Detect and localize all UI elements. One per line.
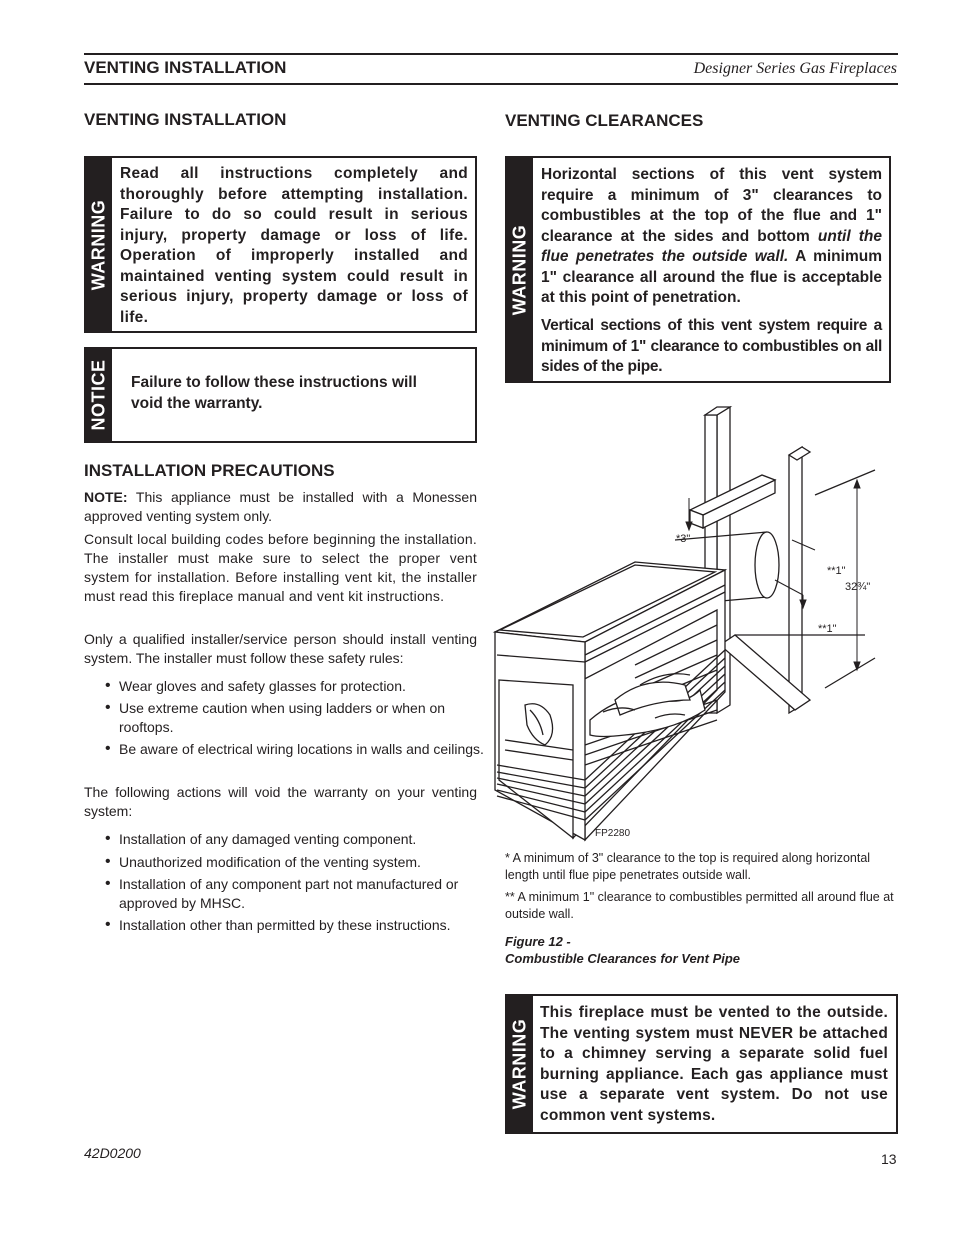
page-number: 13 xyxy=(881,1151,897,1167)
rule-item: • Use extreme caution when using ladders or when on rooftops. xyxy=(103,699,493,737)
figure-caption-number: Figure 12 - xyxy=(505,934,571,949)
figure-caption-title: Combustible Clearances for Vent Pipe xyxy=(505,951,741,966)
warning-box-clearances xyxy=(505,156,891,383)
precautions-paragraph-1: Consult local building codes before beginning the installation. The installer must make sure to select the proper vent system for installation. Before installing vent kit, the installer must read this fireplace manual and vent kit instructions. xyxy=(84,531,477,604)
warning-chimney-text: This fireplace must be vented to the outside. The venting system must NEVER be attached to a chimney serving a separate solid fuel burning appliance. Each gas appliance must use a separate vent system. Do not use common vent systems. xyxy=(540,1004,888,1124)
note-text: This appliance must be installed with a Monessen approved venting system only. xyxy=(84,489,477,524)
rule-item: • Wear gloves and safety glasses for protection. xyxy=(103,677,493,696)
precautions-title: INSTALLATION PRECAUTIONS xyxy=(84,461,335,480)
warning-clearance-text: Horizontal sections of this vent system require a minimum of 3" clearances to combustibles at the top of the flue and 1" clearance at the sides and bottom until the flue penetrates the outside wall. A minimum 1" clearance all around the flue is acceptable at this point of penetration. xyxy=(541,166,882,306)
warning-text: Read all instructions completely and thoroughly before attempting installation. Failure to do so could result in serious injury, property damage or loss of life. Operation of improperly installed and maintained venting system could result in serious injury, property damage or loss of life. xyxy=(120,165,468,326)
void-action-item: • Installation other than permitted by these instructions. xyxy=(103,916,493,935)
label-1-inch-bottom: **1" xyxy=(818,623,837,635)
right-section-title: VENTING CLEARANCES xyxy=(505,111,704,130)
notice-tab: NOTICE xyxy=(86,349,112,441)
void-action-item: • Installation of any component part not manufactured or approved by MHSC. xyxy=(103,875,493,913)
figure-code: FP2280 xyxy=(595,828,631,839)
header-bottom-rule xyxy=(84,83,898,85)
label-dimension: 32¾" xyxy=(845,581,871,593)
warning-tab: WARNING xyxy=(86,158,112,331)
header-top-rule xyxy=(84,53,898,55)
note-label: NOTE: xyxy=(84,489,128,505)
precautions-paragraph-2: Only a qualified installer/service person should install venting system. The installer must follow these safety rules: xyxy=(84,631,477,666)
rule-item: • Be aware of electrical wiring locations in walls and ceilings. xyxy=(103,740,493,759)
footnote-2: ** A minimum 1" clearance to combustibles permitted all around flue at outside wall. xyxy=(505,890,894,921)
warning-vertical-text: Vertical sections of this vent system require a minimum of 1" clearance to combustibles on all sides of the pipe. xyxy=(541,317,882,375)
warning-tab: WARNING xyxy=(507,996,533,1132)
notice-box xyxy=(84,347,477,443)
warning-box-chimney xyxy=(505,994,898,1134)
notice-text: Failure to follow these instructions will void the warranty. xyxy=(131,374,417,412)
footnote-1: * A minimum of 3" clearance to the top is required along horizontal length until flue pipe penetrates outside wall. xyxy=(505,851,871,882)
left-section-title: VENTING INSTALLATION xyxy=(84,110,287,129)
document-number: 42D0200 xyxy=(84,1145,141,1161)
note-paragraph xyxy=(84,488,477,526)
warning-tab: WARNING xyxy=(507,158,533,381)
vent-clearance-figure xyxy=(485,400,895,845)
void-action-item: • Installation of any damaged venting component. xyxy=(103,830,493,849)
header-series-title: Designer Series Gas Fireplaces xyxy=(693,60,897,77)
label-1-inch-top: **1" xyxy=(827,565,846,577)
warning-box-installation xyxy=(84,156,477,333)
label-3-inch: *3" xyxy=(676,533,691,545)
void-action-item: • Unauthorized modification of the venting system. xyxy=(103,853,493,872)
void-warranty-paragraph: The following actions will void the warranty on your venting system: xyxy=(84,784,477,819)
header-section-title: VENTING INSTALLATION xyxy=(84,58,287,77)
